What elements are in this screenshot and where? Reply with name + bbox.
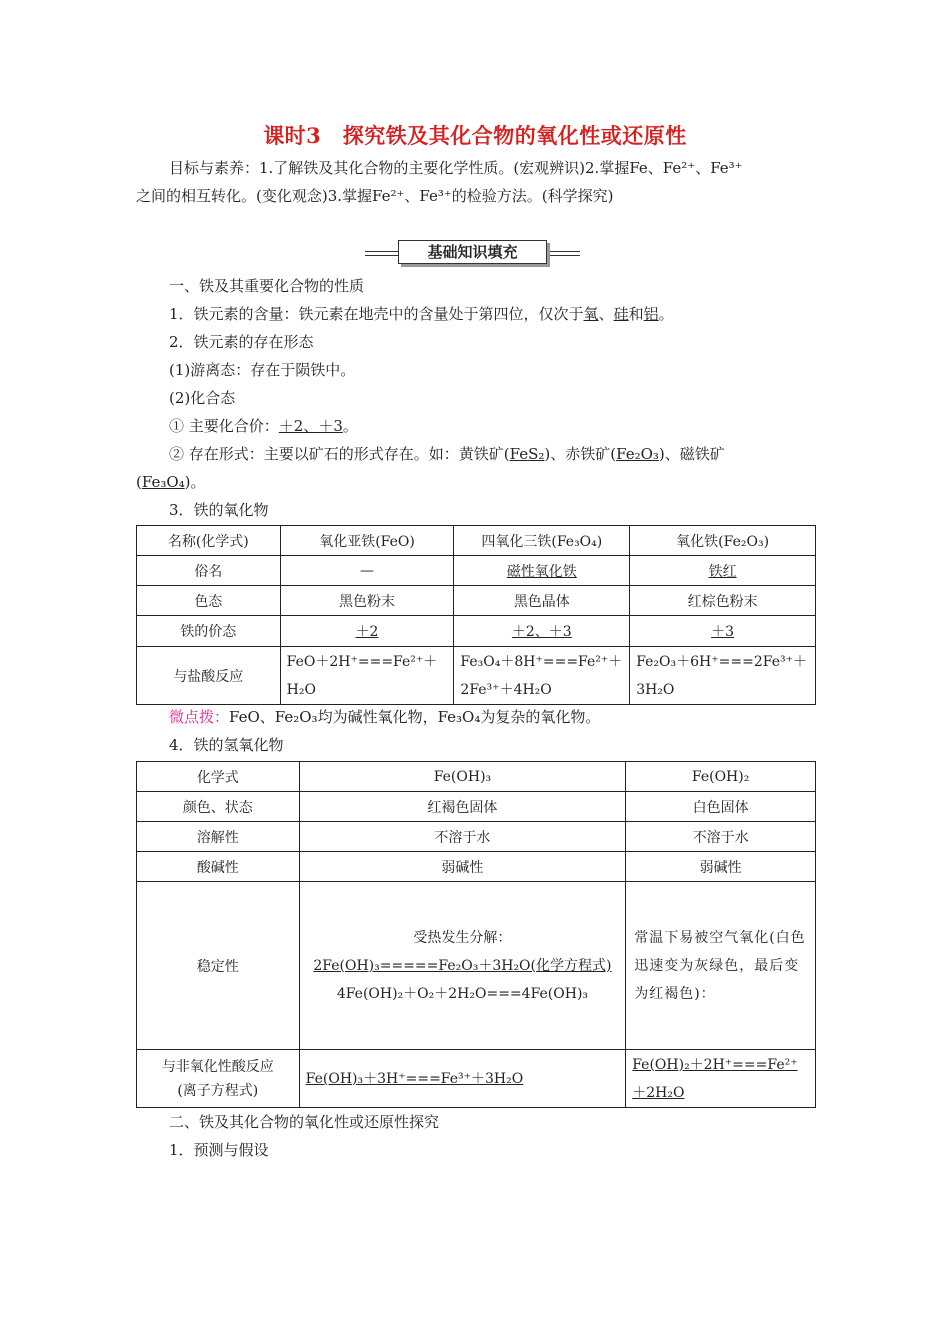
item2-forms: 2．铁元素的存在形态 [169, 333, 314, 351]
tip-line: 微点拨：FeO、Fe₂O₃均为碱性氧化物，Fe₃O₄为复杂的氧化物。 [169, 708, 601, 726]
oxide-cell: 与盐酸反应 [137, 647, 281, 705]
oxide-header: 氧化铁(Fe₂O₃) [630, 526, 816, 556]
stability-fe2: 常温下易被空气氧化(白色迅速变为灰绿色，最后变为红褐色)： [626, 882, 816, 1050]
section-badge [365, 240, 580, 266]
section-badge-label: 基础知识填充 [398, 240, 547, 264]
hydroxide-cell: 颜色、状态 [137, 792, 300, 822]
acid-reaction-fe3: Fe(OH)₃＋3H⁺===Fe³⁺＋3H₂O [299, 1050, 626, 1108]
part1-heading: 一、铁及其重要化合物的性质 [169, 277, 365, 295]
oxide-cell: ＋2、＋3 [454, 616, 630, 647]
hydroxide-cell: 不溶于水 [626, 822, 816, 852]
stability-fe3: 受热发生分解： 2Fe(OH)₃=====Fe₂O₃＋3H₂O(化学方程式) 4Fe(OH)₂＋O₂＋2H₂O===4Fe(OH)₃ [299, 882, 626, 1050]
oxide-cell: Fe₃O₄＋8H⁺===Fe²⁺＋2Fe³⁺＋4H₂O [454, 647, 630, 705]
oxide-cell: FeO＋2H⁺===Fe²⁺＋H₂O [280, 647, 454, 705]
item2-1-free: (1)游离态：存在于陨铁中。 [169, 361, 356, 379]
goals-line1: 目标与素养：1.了解铁及其化合物的主要化学性质。(宏观辨识)2.掌握Fe、Fe²⁺、Fe³⁺ [169, 159, 743, 177]
hydroxide-header: Fe(OH)₂ [626, 762, 816, 792]
hydroxide-cell: 不溶于水 [299, 822, 626, 852]
item1-iron-content: 1．铁元素的含量：铁元素在地壳中的含量处于第四位，仅次于氧、硅和铝。 [169, 305, 674, 323]
oxide-cell: 俗名 [137, 556, 281, 586]
oxide-cell: 黑色晶体 [454, 586, 630, 616]
hydroxide-table [136, 761, 816, 1108]
oxide-cell: 色态 [137, 586, 281, 616]
oxide-cell: 磁性氧化铁 [454, 556, 630, 586]
item4-hydroxides: 4．铁的氢氧化物 [169, 736, 284, 754]
oxide-cell: 红棕色粉末 [630, 586, 816, 616]
oxide-cell: — [280, 556, 454, 586]
hydroxide-cell: 弱碱性 [299, 852, 626, 882]
hydroxide-cell: 红褐色固体 [299, 792, 626, 822]
oxide-header: 氧化亚铁(FeO) [280, 526, 454, 556]
oxide-header: 四氧化三铁(Fe₃O₄) [454, 526, 630, 556]
hydroxide-cell: 酸碱性 [137, 852, 300, 882]
goals-line2: 之间的相互转化。(变化观念)3.掌握Fe²⁺、Fe³⁺的检验方法。(科学探究) [136, 187, 614, 205]
hydroxide-header: 化学式 [137, 762, 300, 792]
part2-item1: 1．预测与假设 [169, 1141, 269, 1159]
hydroxide-cell: 白色固体 [626, 792, 816, 822]
acid-reaction-fe2: Fe(OH)₂＋2H⁺===Fe²⁺＋2H₂O [626, 1050, 816, 1108]
oxide-cell: ＋3 [630, 616, 816, 647]
hydroxide-cell: 弱碱性 [626, 852, 816, 882]
oxide-cell: Fe₂O₃＋6H⁺===2Fe³⁺＋3H₂O [630, 647, 816, 705]
lesson-title: 课时3 探究铁及其化合物的氧化性或还原性 [263, 123, 687, 148]
tip-label: 微点拨： [169, 708, 230, 726]
valence-line: ① 主要化合价：＋2、＋3。 [169, 417, 358, 435]
part2-heading: 二、铁及其化合物的氧化性或还原性探究 [169, 1113, 440, 1131]
oxide-cell: ＋2 [280, 616, 454, 647]
oxide-table [136, 525, 816, 705]
item2-2-combined: (2)化合态 [169, 389, 236, 407]
ore-forms-line1: ② 存在形式：主要以矿石的形式存在。如：黄铁矿(FeS₂)、赤铁矿(Fe₂O₃)、磁铁矿 [169, 445, 725, 463]
stability-label: 稳定性 [137, 882, 300, 1050]
ore-forms-line2: (Fe₃O₄)。 [136, 473, 206, 491]
oxide-cell: 铁红 [630, 556, 816, 586]
oxide-header: 名称(化学式) [137, 526, 281, 556]
oxide-cell: 铁的价态 [137, 616, 281, 647]
hydroxide-cell: 溶解性 [137, 822, 300, 852]
oxide-cell: 黑色粉末 [280, 586, 454, 616]
hydroxide-header: Fe(OH)₃ [299, 762, 626, 792]
item3-oxides: 3．铁的氧化物 [169, 501, 269, 519]
acid-reaction-label: 与非氧化性酸反应 (离子方程式) [137, 1050, 300, 1108]
